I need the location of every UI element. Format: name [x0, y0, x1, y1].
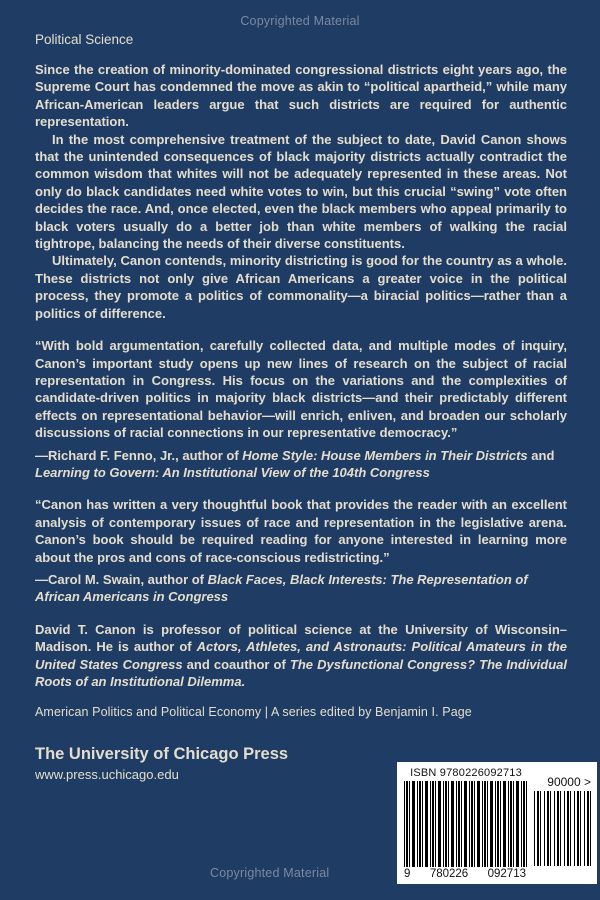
copyrighted-material-watermark-bottom: Copyrighted Material [210, 866, 330, 880]
review-quote: “With bold argumentation, carefully collected data, and multiple modes of inquiry, Canon’s important study opens up new lines of research on the subject of racial representation in Congress. His focus on the variations and the complexities of candidate-driven politics in majority black districts—and their predictably different effects on representational behavior—will enrich, enliven, and broaden our scholarly discussions of racial connections in our representative democracy.” [35, 338, 567, 441]
isbn-barcode [397, 762, 597, 884]
barcode-addon-bars [534, 791, 591, 866]
review-quote: “Canon has written a very thoughtful book that provides the reader with an excellent analysis of contemporary issues of race and representation in the legislative arena. Canon’s book should be required reading for anyone interested in learning more about the pros and cons of race-conscious redistricting.” [35, 497, 567, 565]
book-description [35, 61, 567, 322]
barcode-digit-lead: 9 [404, 868, 411, 880]
cover-content [35, 32, 567, 782]
description-paragraph-3: Ultimately, Canon contends, minority districting is good for the country as a whole. These districts not only give African Americans a greater voice in the political process, they promote a politics of commonality—a biracial politics—rather than a politics of difference. [35, 253, 567, 321]
description-paragraph-1: Since the creation of minority-dominated congressional districts eight years ago, the Supreme Court has condemned the move as akin to “political apartheid,” while many African-American leaders argue that such districts are required for authentic representation. [35, 62, 567, 130]
review-attribution: —Carol M. Swain, author of Black Faces, Black Interests: The Representation of African Americans in Congress [35, 571, 528, 605]
review-fenno [35, 337, 567, 481]
barcode-digits [404, 867, 528, 880]
review-attribution: —Richard F. Fenno, Jr., author of Home Style: House Members in Their Districts and Learning to Govern: An Institutional View of the 104th Congress [35, 447, 555, 480]
copyrighted-material-watermark-top: Copyrighted Material [240, 14, 360, 28]
publisher-url: www.press.uchicago.edu [35, 767, 179, 783]
price-code-label: 90000 > [547, 775, 591, 789]
description-paragraph-2: In the most comprehensive treatment of the subject to date, David Canon shows that the unintended consequences of black majority districts actually contradict the common wisdom that whites will not be adequately represented in these areas. Not only do black candidates need white votes to win, but this crucial “swing” vote often decides the race. And, once elected, even the black members who appeal primarily to black voters usually do a better job than white members of walking the racial tightrope, balancing the needs of their diverse constituents. [35, 131, 567, 252]
review-swain [35, 496, 567, 605]
publisher-name: The University of Chicago Press [35, 745, 289, 764]
series-note: American Politics and Political Economy | A series edited by Benjamin I. Page [35, 705, 472, 720]
barcode-addon [534, 767, 591, 880]
barcode-main [404, 767, 528, 880]
isbn-label: ISBN 9780226092713 [410, 767, 522, 779]
barcode-bars [404, 781, 528, 867]
category-label: Political Science [35, 32, 134, 47]
barcode-digit-group2: 092713 [487, 868, 526, 880]
author-bio: David T. Canon is professor of political science at the University of Wisconsin–Madison. He is author of Actors, Athletes, and Astronauts: Political Amateurs in the United States Congress and coauthor of The Dysfunctional Congress? The Individual Roots of an Institutional Dilemma. [35, 621, 567, 689]
barcode-digit-group1: 780226 [429, 868, 469, 880]
